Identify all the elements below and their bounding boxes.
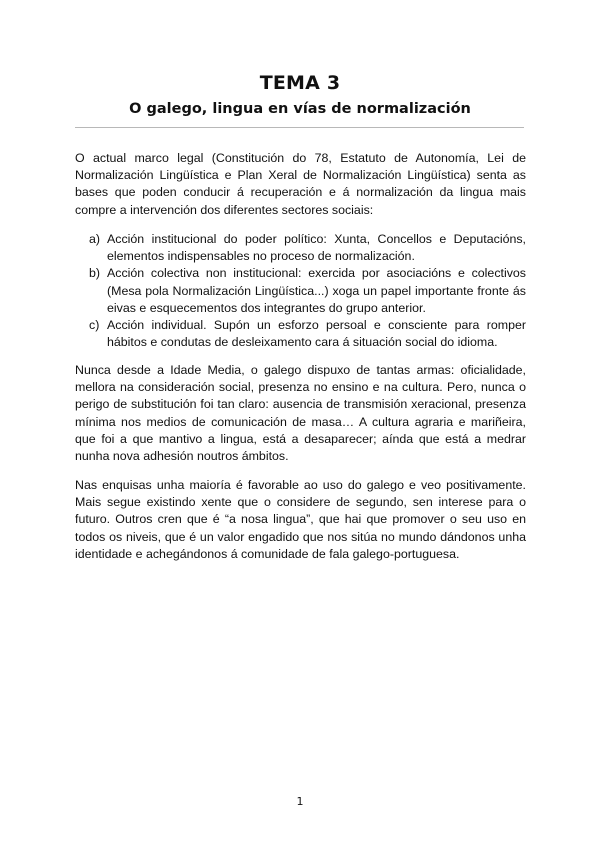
list-item-text: Acción individual. Supón un esforzo persoal e consciente para romper hábitos e condutas de desleixamento cara á situación social do idioma.: [107, 318, 526, 350]
list-item: [75, 231, 526, 265]
list-item-text: Acción institucional do poder político: Xunta, Concellos e Deputacións, elementos indispensables no proceso de normalización.: [107, 232, 526, 264]
page-number: 1: [296, 795, 304, 808]
intro-paragraph: O actual marco legal (Constitución do 78, Estatuto de Autonomía, Lei de Normalización Lingüística e Plan Xeral de Normalización Lingüística) senta as bases que poden conducir á recuperación e á normalización da lingua mais compre a intervención dos diferentes sectores sociais:: [75, 151, 526, 217]
list-marker: c): [89, 318, 100, 333]
list-item: [75, 265, 526, 317]
list-marker: b): [89, 266, 101, 281]
survey-paragraph: Nas enquisas unha maioría é favorable ao uso do galego e veo positivamente. Mais segue existindo xente que o considere de segundo, sen interese para o futuro. Outros cren que é “a nosa lingua”, que hai que promover o seu uso en todos os niveis, que é un valor engadido que nos sitúa no mundo dándonos unha identidade e achegándonos á comunidade de fala galego-portuguesa.: [75, 478, 526, 561]
list-marker: a): [89, 232, 101, 246]
history-paragraph: Nunca desde a Idade Media, o galego dispuxo de tantas armas: oficialidade, mellora na consideración social, presenza no ensino e na cultura. Pero, nunca o perigo de substitución foi tan claro: ausencia de transmisión xeracional, presenza mínima nos medios de comunicación de masa… A cultura agraria e mariñeira, que foi a que mantivo a lingua, está a desaparecer; aínda que está a medrar nunha nova adhesión noutros ámbitos.: [75, 363, 526, 464]
list-item: [75, 317, 526, 351]
page-title: TEMA 3: [259, 72, 341, 94]
page-subtitle: O galego, lingua en vías de normalización: [129, 101, 471, 117]
title-divider: [75, 127, 524, 128]
list-item-text: Acción colectiva non institucional: exercida por asociacións e colectivos (Mesa pola Normalización Lingüística...) xoga un papel importante fronte ás eivas e esquecementos dos integrantes do grupo anterior.: [107, 266, 526, 315]
actions-list: [75, 231, 526, 351]
